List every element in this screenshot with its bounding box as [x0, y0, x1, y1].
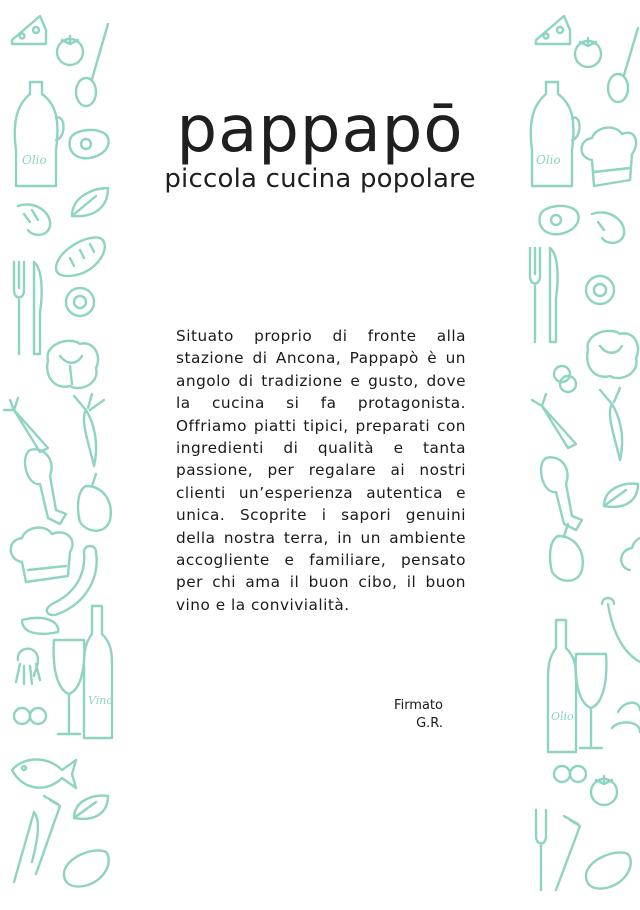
wine-glass-icon: [576, 654, 607, 748]
basil-leaf-icon: [74, 796, 108, 819]
food-pattern-border-left: [0, 0, 118, 905]
spoon-icon: [76, 24, 108, 106]
cabbage-icon: [587, 331, 638, 378]
signature-initials: G.R.: [416, 716, 443, 731]
basil-leaf-icon: [72, 188, 108, 216]
fork-icon: [36, 796, 60, 874]
basil-leaf-icon: [604, 484, 638, 507]
chef-hat-icon: [11, 528, 73, 582]
carrot-icon: [74, 394, 104, 466]
restaurant-logo: [150, 93, 490, 194]
knife-icon: [34, 262, 42, 354]
egg-icon: [66, 288, 94, 316]
pepper-icon: [78, 474, 111, 531]
cabbage-icon: [612, 703, 640, 732]
tomato-icon: [575, 38, 601, 67]
knife-icon: [14, 812, 38, 882]
steak-icon: [70, 130, 109, 158]
logo-name: [150, 93, 490, 167]
shrimp-icon: [592, 212, 624, 243]
intro-paragraph: Situato proprio di fronte alla stazione di Ancona, Pappapò è un angolo di tradizione e gusto, dove la cucina si fa protagonista. Offriamo piatti tipici, preparati con ingredienti di qualità e tanta passione, per regalare ai nostri clienti un’esperienza autentica e unica. Scoprite i sapori genuini della nostra terra, in un ambiente accogliente e familiare, pensato per chi ama il buon cibo, il buon vino e la convivialità.: [176, 327, 466, 614]
signature-label: Firmato: [394, 698, 443, 713]
wine-bottle-icon: [548, 620, 576, 752]
fork-icon: [556, 816, 580, 890]
bread-icon: [64, 850, 109, 886]
food-pattern-border-right: [522, 0, 640, 905]
brand-name: pappapō: [176, 93, 464, 167]
chicken-leg-icon: [25, 449, 66, 524]
egg-icon: [586, 276, 614, 304]
steak-icon: [540, 206, 579, 234]
chef-hat-icon: [582, 128, 637, 186]
bread-icon: [586, 852, 631, 888]
wine-label: Vino: [88, 694, 113, 707]
meatball-icon: [554, 366, 576, 392]
oil-label: Olio: [551, 710, 574, 723]
shrimp-icon: [18, 204, 50, 235]
meatball-icon: [554, 766, 586, 782]
signature-block: [380, 697, 443, 733]
cheese-icon: [536, 16, 570, 44]
bread-icon: [56, 237, 105, 276]
meatball-icon: [14, 708, 46, 724]
chef-hat-icon: [621, 538, 640, 570]
oil-bottle-icon: [531, 82, 580, 186]
fish-icon: [12, 760, 76, 789]
oil-label: Olio: [22, 153, 47, 167]
wine-bottle-icon: [84, 606, 113, 738]
carrot-icon: [4, 398, 48, 452]
cabbage-icon: [47, 341, 98, 388]
fork-icon: [530, 248, 540, 342]
oil-label: Olio: [536, 153, 561, 167]
sausage-icon: [22, 546, 97, 634]
knife-icon: [550, 248, 558, 342]
wine-glass-icon: [54, 640, 85, 734]
tomato-icon: [591, 776, 617, 805]
carrot-icon: [600, 388, 622, 460]
fork-icon: [14, 262, 24, 354]
carrot-icon: [532, 394, 576, 448]
logo-tagline: piccola cucina popolare: [164, 164, 476, 194]
tomato-icon: [57, 36, 83, 65]
cheese-icon: [12, 16, 46, 44]
pepper-icon: [550, 524, 583, 581]
chicken-leg-icon: [541, 457, 582, 530]
fork-icon: [536, 810, 546, 890]
octopus-icon: [16, 649, 40, 684]
spoon-icon: [608, 28, 638, 102]
oil-bottle-icon: [15, 82, 64, 186]
sausage-icon: [602, 598, 640, 662]
